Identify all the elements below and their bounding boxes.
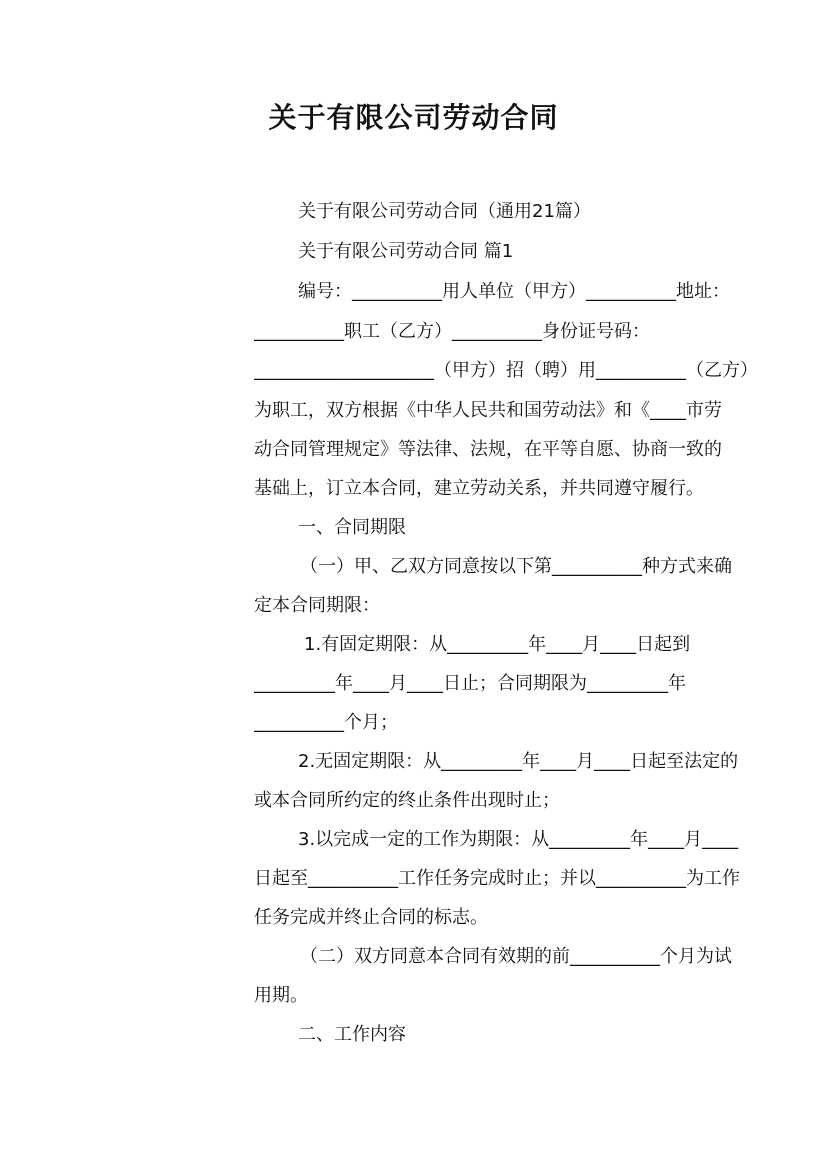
doc-line-19: 任务完成并终止合同的标志。 [254,907,488,928]
doc-line-3: 编号：__________用人单位（甲方）__________地址： [298,281,730,302]
doc-line-1: 关于有限公司劳动合同（通用21篇） [298,201,591,222]
section-heading-1: 一、合同期限 [298,517,406,538]
doc-line-8: 基础上，订立本合同，建立劳动关系，并共同遵守履行。 [254,478,704,499]
doc-line-20: （二）双方同意本合同有效期的前__________个月为试 [300,946,732,967]
doc-line-15: 2.无固定期限：从_________年____月____日起至法定的 [298,751,739,772]
doc-line-17: 3.以完成一定的工作为期限：从_________年____月____ [298,829,739,850]
doc-line-7: 动合同管理规定》等法律、法规，在平等自愿、协商一致的 [254,439,722,460]
doc-line-2: 关于有限公司劳动合同 篇1 [298,241,514,262]
doc-line-6: 为职工，双方根据《中华人民共和国劳动法》和《____市劳 [254,400,722,421]
document-title: 关于有限公司劳动合同 [268,101,559,134]
doc-line-14: __________个月； [254,712,398,733]
doc-line-13: _________年____月____日止；合同期限为_________年 [254,673,686,694]
doc-line-18: 日起至__________工作任务完成时止；并以__________为工作 [254,868,740,889]
doc-line-12: 1.有固定期限：从_________年____月____日起到 [304,634,691,655]
doc-line-4: __________职工（乙方）__________身份证号码： [254,321,650,342]
doc-line-5: ____________________（甲方）招（聘）用__________（乙方） [254,360,758,381]
doc-line-11: 定本合同期限： [254,595,380,616]
doc-line-10: （一）甲、乙双方同意按以下第__________种方式来确 [300,556,732,577]
doc-line-16: 或本合同所约定的终止条件出现时止； [254,790,560,811]
section-heading-2: 二、工作内容 [298,1024,406,1045]
doc-line-21: 用期。 [254,985,308,1006]
